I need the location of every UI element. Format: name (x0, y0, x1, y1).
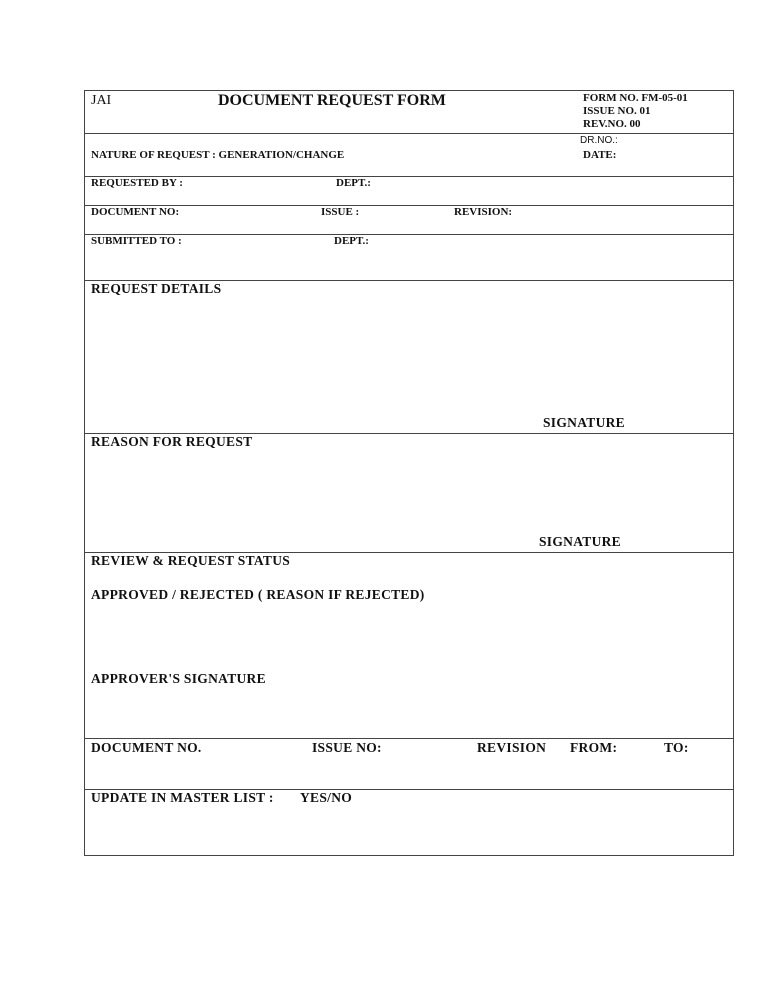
nature-of-request-label: NATURE OF REQUEST : GENERATION/CHANGE (91, 149, 345, 161)
revision-to-label: TO: (664, 740, 689, 755)
approval-status-line: APPROVED / REJECTED ( REASON IF REJECTED) (91, 587, 425, 602)
revision-number: REV.NO. 00 (583, 118, 641, 130)
reason-signature: SIGNATURE (539, 534, 621, 549)
document-request-form (84, 90, 734, 856)
document-no-label: DOCUMENT NO: (91, 206, 180, 218)
form-number: FORM NO. FM-05-01 (583, 92, 688, 104)
submitted-to-label: SUBMITTED TO : (91, 235, 182, 247)
requested-by-dept-label: DEPT.: (336, 177, 371, 189)
nature-row (85, 133, 733, 176)
issue-number: ISSUE NO. 01 (583, 105, 651, 117)
document-number-row (85, 205, 733, 234)
reason-heading: REASON FOR REQUEST (91, 434, 253, 449)
document-no-detail: DOCUMENT NO. (91, 740, 202, 755)
company-name: JAI (91, 93, 112, 108)
header-row (85, 91, 733, 133)
approver-signature-label: APPROVER'S SIGNATURE (91, 671, 266, 686)
master-list-row (85, 789, 733, 857)
reason-for-request-section (85, 433, 733, 552)
review-section (85, 552, 733, 738)
master-list-options: YES/NO (300, 790, 353, 805)
form-title: DOCUMENT REQUEST FORM (218, 92, 446, 109)
issue-label: ISSUE : (321, 206, 360, 218)
revision-label: REVISION: (454, 206, 513, 218)
requested-by-label: REQUESTED BY : (91, 177, 183, 189)
request-details-section (85, 280, 733, 433)
dr-number-label: DR.NO.: (580, 135, 618, 146)
date-label: DATE: (583, 149, 617, 161)
review-heading: REVIEW & REQUEST STATUS (91, 553, 291, 568)
request-details-signature: SIGNATURE (543, 415, 625, 430)
submitted-to-dept-label: DEPT.: (334, 235, 369, 247)
revision-from-label: FROM: (570, 740, 618, 755)
issue-no-detail: ISSUE NO: (312, 740, 382, 755)
request-details-heading: REQUEST DETAILS (91, 281, 222, 296)
requested-by-row (85, 176, 733, 205)
revision-detail: REVISION (477, 740, 547, 755)
master-list-label: UPDATE IN MASTER LIST : (91, 790, 274, 805)
document-details-row (85, 738, 733, 789)
submitted-to-row (85, 234, 733, 280)
